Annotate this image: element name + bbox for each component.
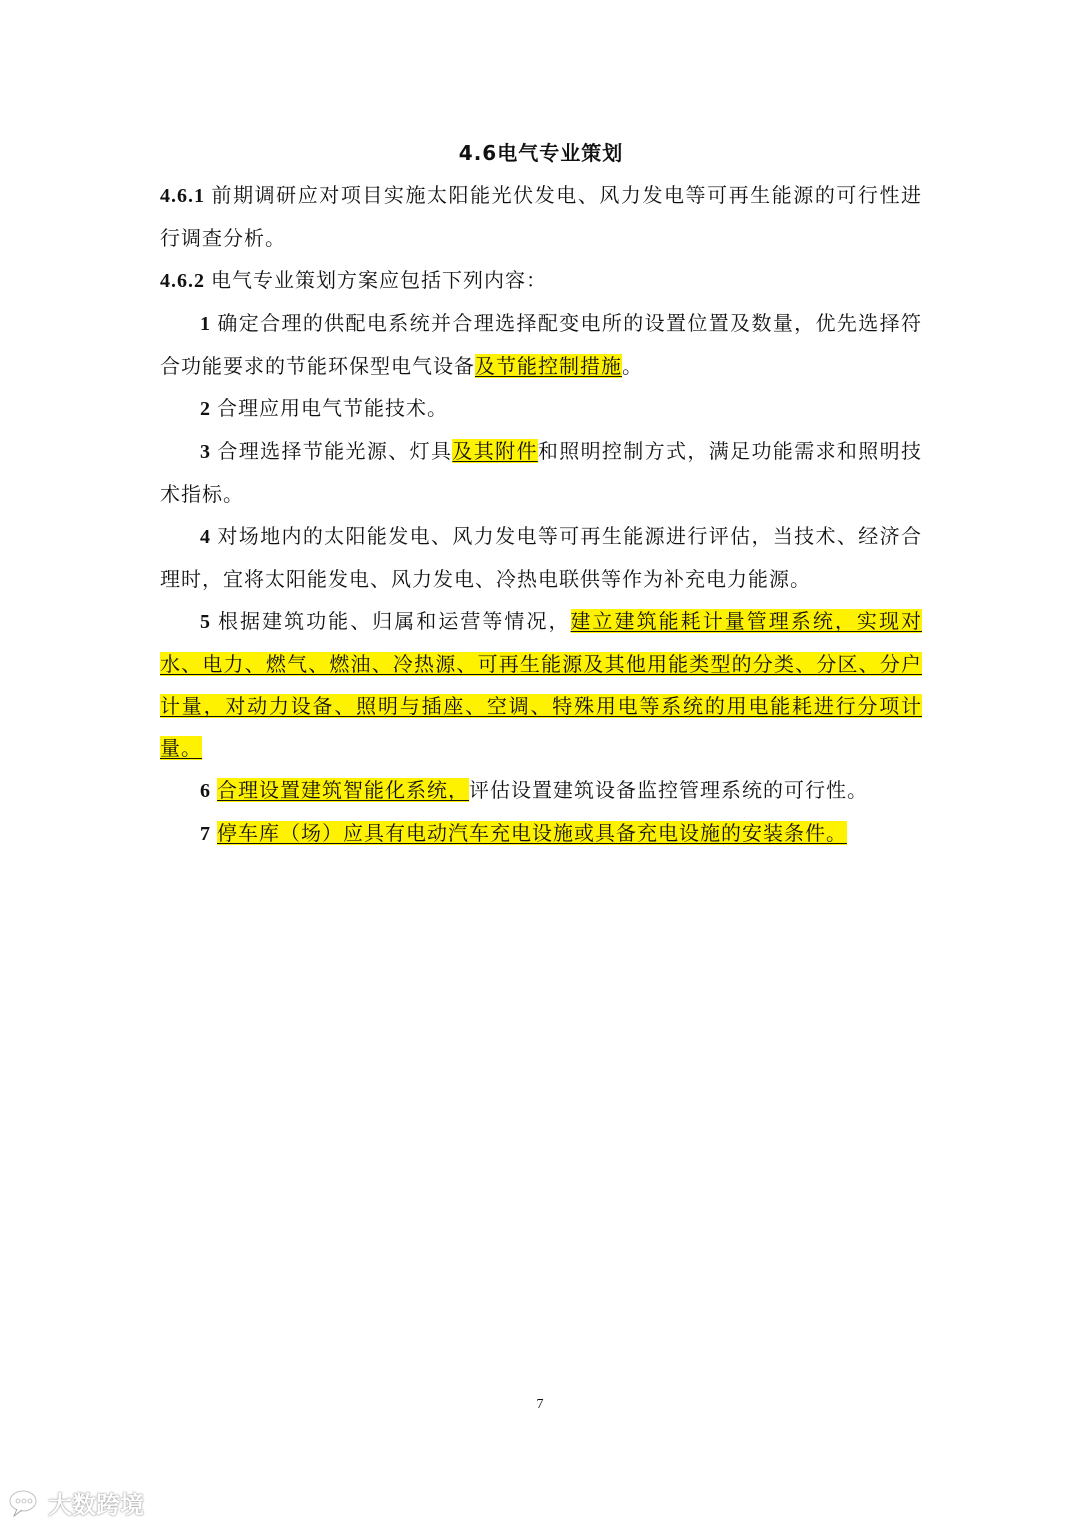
item-number: 1 [200,313,211,335]
watermark-text: 大数跨境 [48,1491,144,1519]
clause-number: 4.6.2 [160,270,205,292]
item-text: 根据建筑功能、归属和运营等情况， [217,609,571,633]
highlighted-text: 停车库（场）应具有电动汽车充电设施或具备充电设施的安装条件。 [217,821,847,845]
item-text: 确定合理的供配电系统并合理选择配变电所的设置位置及数量，优先选择符合功能要求的节能环保型电气设备 [160,311,922,378]
item-number: 7 [200,823,211,845]
item-text: 合理应用电气节能技术。 [217,396,448,420]
item-text-tail: 和照明控制方式，满足功能需求和照明技术指标。 [160,439,923,506]
section-heading: 4.6电气专业策划 [458,141,624,165]
clause-4-6-2 [160,259,922,302]
list-item-5 [160,600,922,769]
document-body [160,132,922,855]
highlighted-text: 及节能控制措施 [475,354,622,378]
clause-4-6-1 [160,174,922,259]
list-item-7 [160,812,922,855]
item-text: 对场地内的太阳能发电、风力发电等可再生能源进行评估，当技术、经济合理时，宜将太阳能发电、风力发电、冷热电联供等作为补充电力能源。 [160,524,922,591]
clause-number: 4.6.1 [160,185,205,207]
item-number: 6 [200,780,211,802]
clause-text: 电气专业策划方案应包括下列内容： [211,268,547,292]
item-text: 合理选择节能光源、灯具 [217,439,453,463]
clause-text: 前期调研应对项目实施太阳能光伏发电、风力发电等可再生能源的可行性进行调查分析。 [160,183,922,250]
item-number: 4 [200,526,211,548]
watermark [8,1485,144,1520]
list-item-6 [160,769,922,812]
item-number: 3 [200,441,211,463]
item-text-tail: 。 [622,354,643,378]
highlighted-text: 及其附件 [452,439,538,463]
list-item-3 [160,430,922,515]
item-number: 2 [200,398,211,420]
list-item-2 [160,387,922,430]
speech-bubble-logo-icon [8,1489,42,1517]
list-item-4 [160,515,922,600]
highlighted-text: 建立建筑能耗计量管理系统，实现对水、电力、燃气、燃油、冷热源、可再生能源及其他用能类型的分类、分区、分户计量，对动力设备、照明与插座、空调、特殊用电等系统的用电能耗进行分项计量。 [160,609,922,760]
item-number: 5 [200,611,211,633]
highlighted-text: 合理设置建筑智能化系统， [217,778,469,802]
list-item-1 [160,302,922,387]
page-number: 7 [536,1397,544,1412]
item-text-tail: 评估设置建筑设备监控管理系统的可行性。 [469,778,868,802]
